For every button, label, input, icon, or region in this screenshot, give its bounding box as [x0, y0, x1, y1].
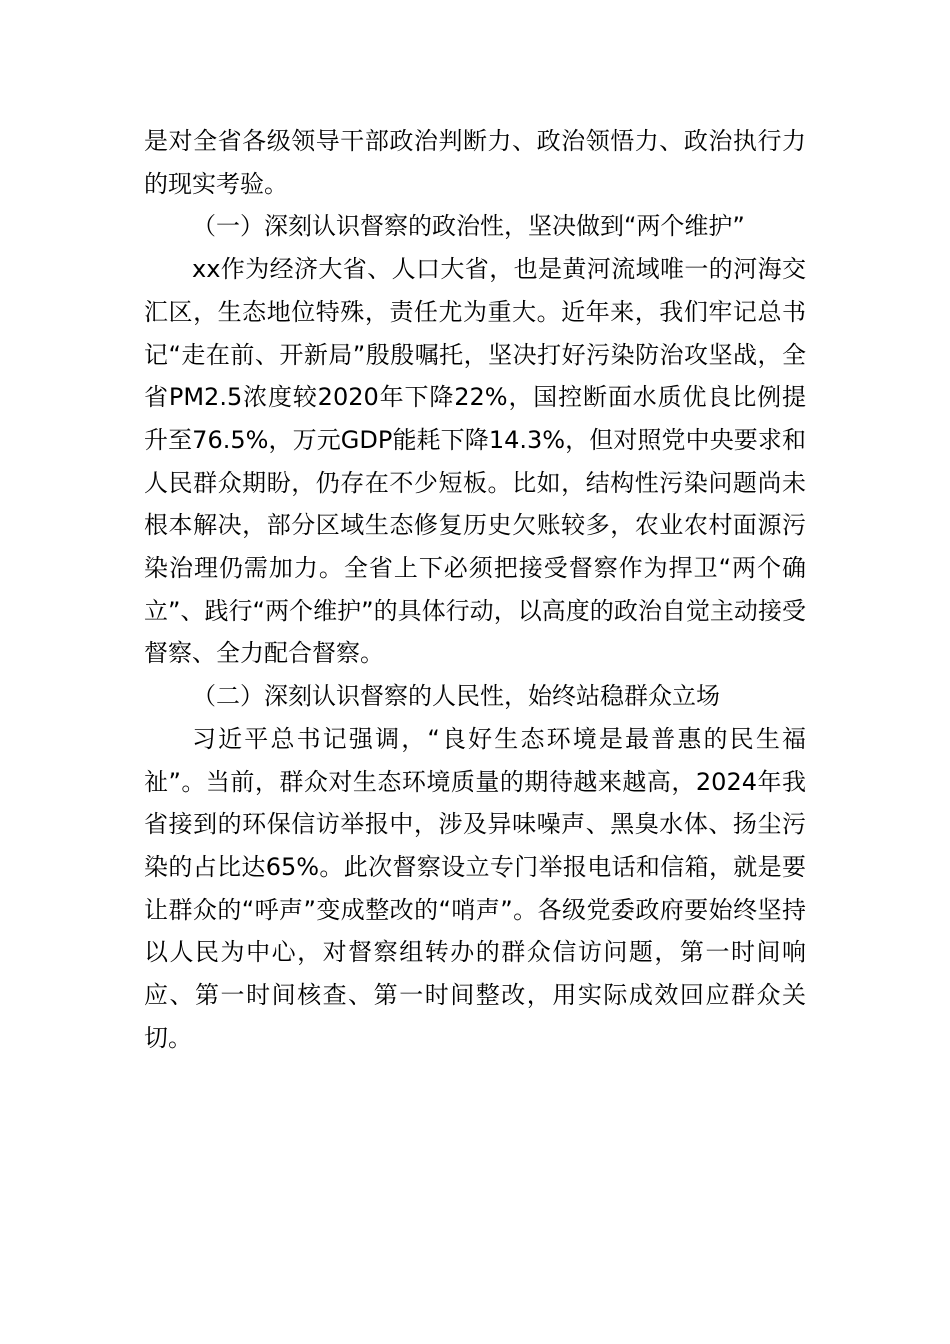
paragraph-continuation: 是对全省各级领导干部政治判断力、政治领悟力、政治执行力的现实考验。: [144, 127, 806, 198]
section-heading-2: （二）深刻认识督察的人民性，始终站稳群众立场: [192, 682, 720, 711]
document-body: [144, 120, 806, 1059]
paragraph-people: 习近平总书记强调，“良好生态环境是最普惠的民生福祉”。当前，群众对生态环境质量的期待越来越高，2024年我省接到的环保信访举报中，涉及异味噪声、黑臭水体、扬尘污染的占比达65%。此次督察设立专门举报电话和信箱，就是要让群众的“呼声”变成整改的“哨声”。各级党委政府要始终坚持以人民为中心，对督察组转办的群众信访问题，第一时间响应、第一时间核查、第一时间整改，用实际成效回应群众关切。: [144, 724, 806, 1052]
section-heading-1: （一）深刻认识督察的政治性，坚决做到“两个维护”: [192, 212, 745, 241]
paragraph-political: xx作为经济大省、人口大省，也是黄河流域唯一的河海交汇区，生态地位特殊，责任尤为重大。近年来，我们牢记总书记“走在前、开新局”殷殷嘱托，坚决打好污染防治攻坚战，全省PM2.5浓度较2020年下降22%，国控断面水质优良比例提升至76.5%，万元GDP能耗下降14.3%，但对照党中央要求和人民群众期盼，仍存在不少短板。比如，结构性污染问题尚未根本解决，部分区域生态修复历史欠账较多，农业农村面源污染治理仍需加力。全省上下必须把接受督察作为捍卫“两个确立”、践行“两个维护”的具体行动，以高度的政治自觉主动接受督察、全力配合督察。: [144, 255, 806, 668]
